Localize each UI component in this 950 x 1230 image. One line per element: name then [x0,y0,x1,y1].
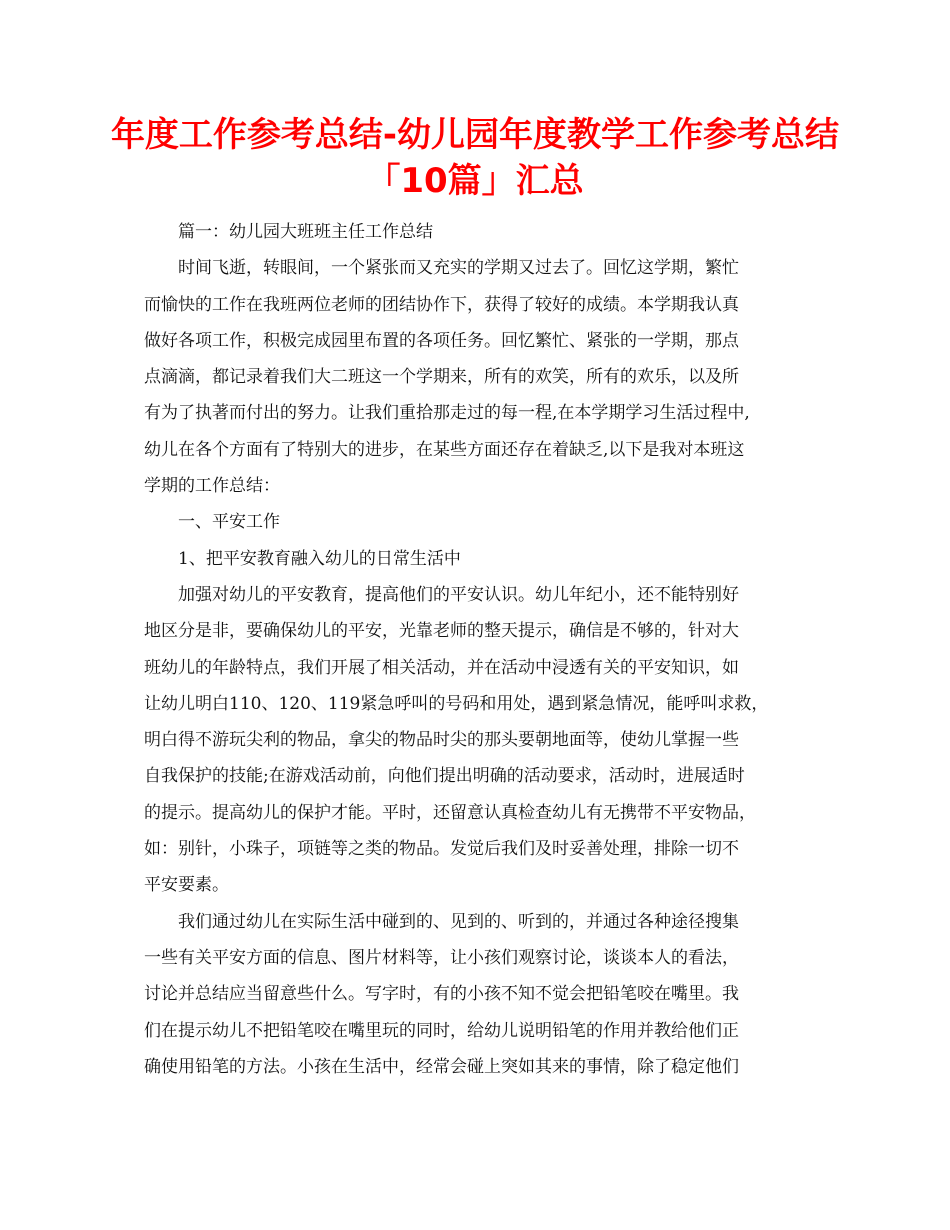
document-body [144,214,810,1085]
title-line-2: 「10篇」汇总 [366,161,584,201]
text-line: 平安要素。 [144,875,229,896]
text-line: 时间飞逝，转眼间，一个紧张而又充实的学期又过去了。回忆这学期，繁忙 [178,258,739,279]
text-line: 点滴滴，都记录着我们大二班这一个学期来，所有的欢笑，所有的欢乐，以及所 [144,367,739,388]
text-line: 自我保护的技能;在游戏活动前，向他们提出明确的活动要求，活动时，进展适时 [144,766,745,787]
text-line: 有为了执著而付出的努力。让我们重拾那走过的每一程,在本学期学习生活过程中, [144,403,750,424]
text-line: 讨论并总结应当留意些什么。写字时，有的小孩不知不觉会把铅笔咬在嘴里。我 [144,984,739,1005]
text-line: 篇一：幼儿园大班班主任工作总结 [178,222,433,242]
text-line: 如：别针，小珠子，项链等之类的物品。发觉后我们及时妥善处理，排除一切不 [144,839,739,860]
text-line: 让幼儿明白110、120、119紧急呼叫的号码和用处，遇到紧急情况，能呼叫求救， [144,693,769,714]
text-line: 1、把平安教育融入幼儿的日常生活中 [178,548,461,569]
text-line: 们在提示幼儿不把铅笔咬在嘴里玩的同时，给幼儿说明铅笔的作用并教给他们正 [144,1020,739,1041]
text-line: 加强对幼儿的平安教育，提高他们的平安认识。幼儿年纪小，还不能特别好 [178,584,739,605]
text-line: 确使用铅笔的方法。小孩在生活中，经常会碰上突如其来的事情，除了稳定他们 [144,1056,739,1077]
text-line: 而愉快的工作在我班两位老师的团结协作下，获得了较好的成绩。本学期我认真 [144,294,739,315]
text-line: 幼儿在各个方面有了特别大的进步，在某些方面还存在着缺乏,以下是我对本班这 [144,439,745,460]
text-line: 的提示。提高幼儿的保护才能。平时，还留意认真检查幼儿有无携带不平安物品， [144,802,756,823]
text-line: 做好各项工作，积极完成园里布置的各项任务。回忆繁忙、紧张的一学期，那点 [144,330,739,351]
text-line: 学期的工作总结： [144,476,280,497]
text-line: 明白得不游玩尖利的物品，拿尖的物品时尖的那头要朝地面等，使幼儿掌握一些 [144,730,739,751]
text-line: 一、平安工作 [178,512,280,533]
text-line: 地区分是非，要确保幼儿的平安，光靠老师的整天提示，确信是不够的，针对大 [144,621,739,642]
text-line: 我们通过幼儿在实际生活中碰到的、见到的、听到的，并通过各种途径搜集 [178,911,739,932]
title-line-1: 年度工作参考总结-幼儿园年度教学工作参考总结 [110,115,840,155]
text-line: 班幼儿的年龄特点，我们开展了相关活动，并在活动中浸透有关的平安知识，如 [144,657,739,678]
document-title [100,112,850,204]
text-line: 一些有关平安方面的信息、图片材料等，让小孩们观察讨论，谈谈本人的看法， [144,947,739,968]
